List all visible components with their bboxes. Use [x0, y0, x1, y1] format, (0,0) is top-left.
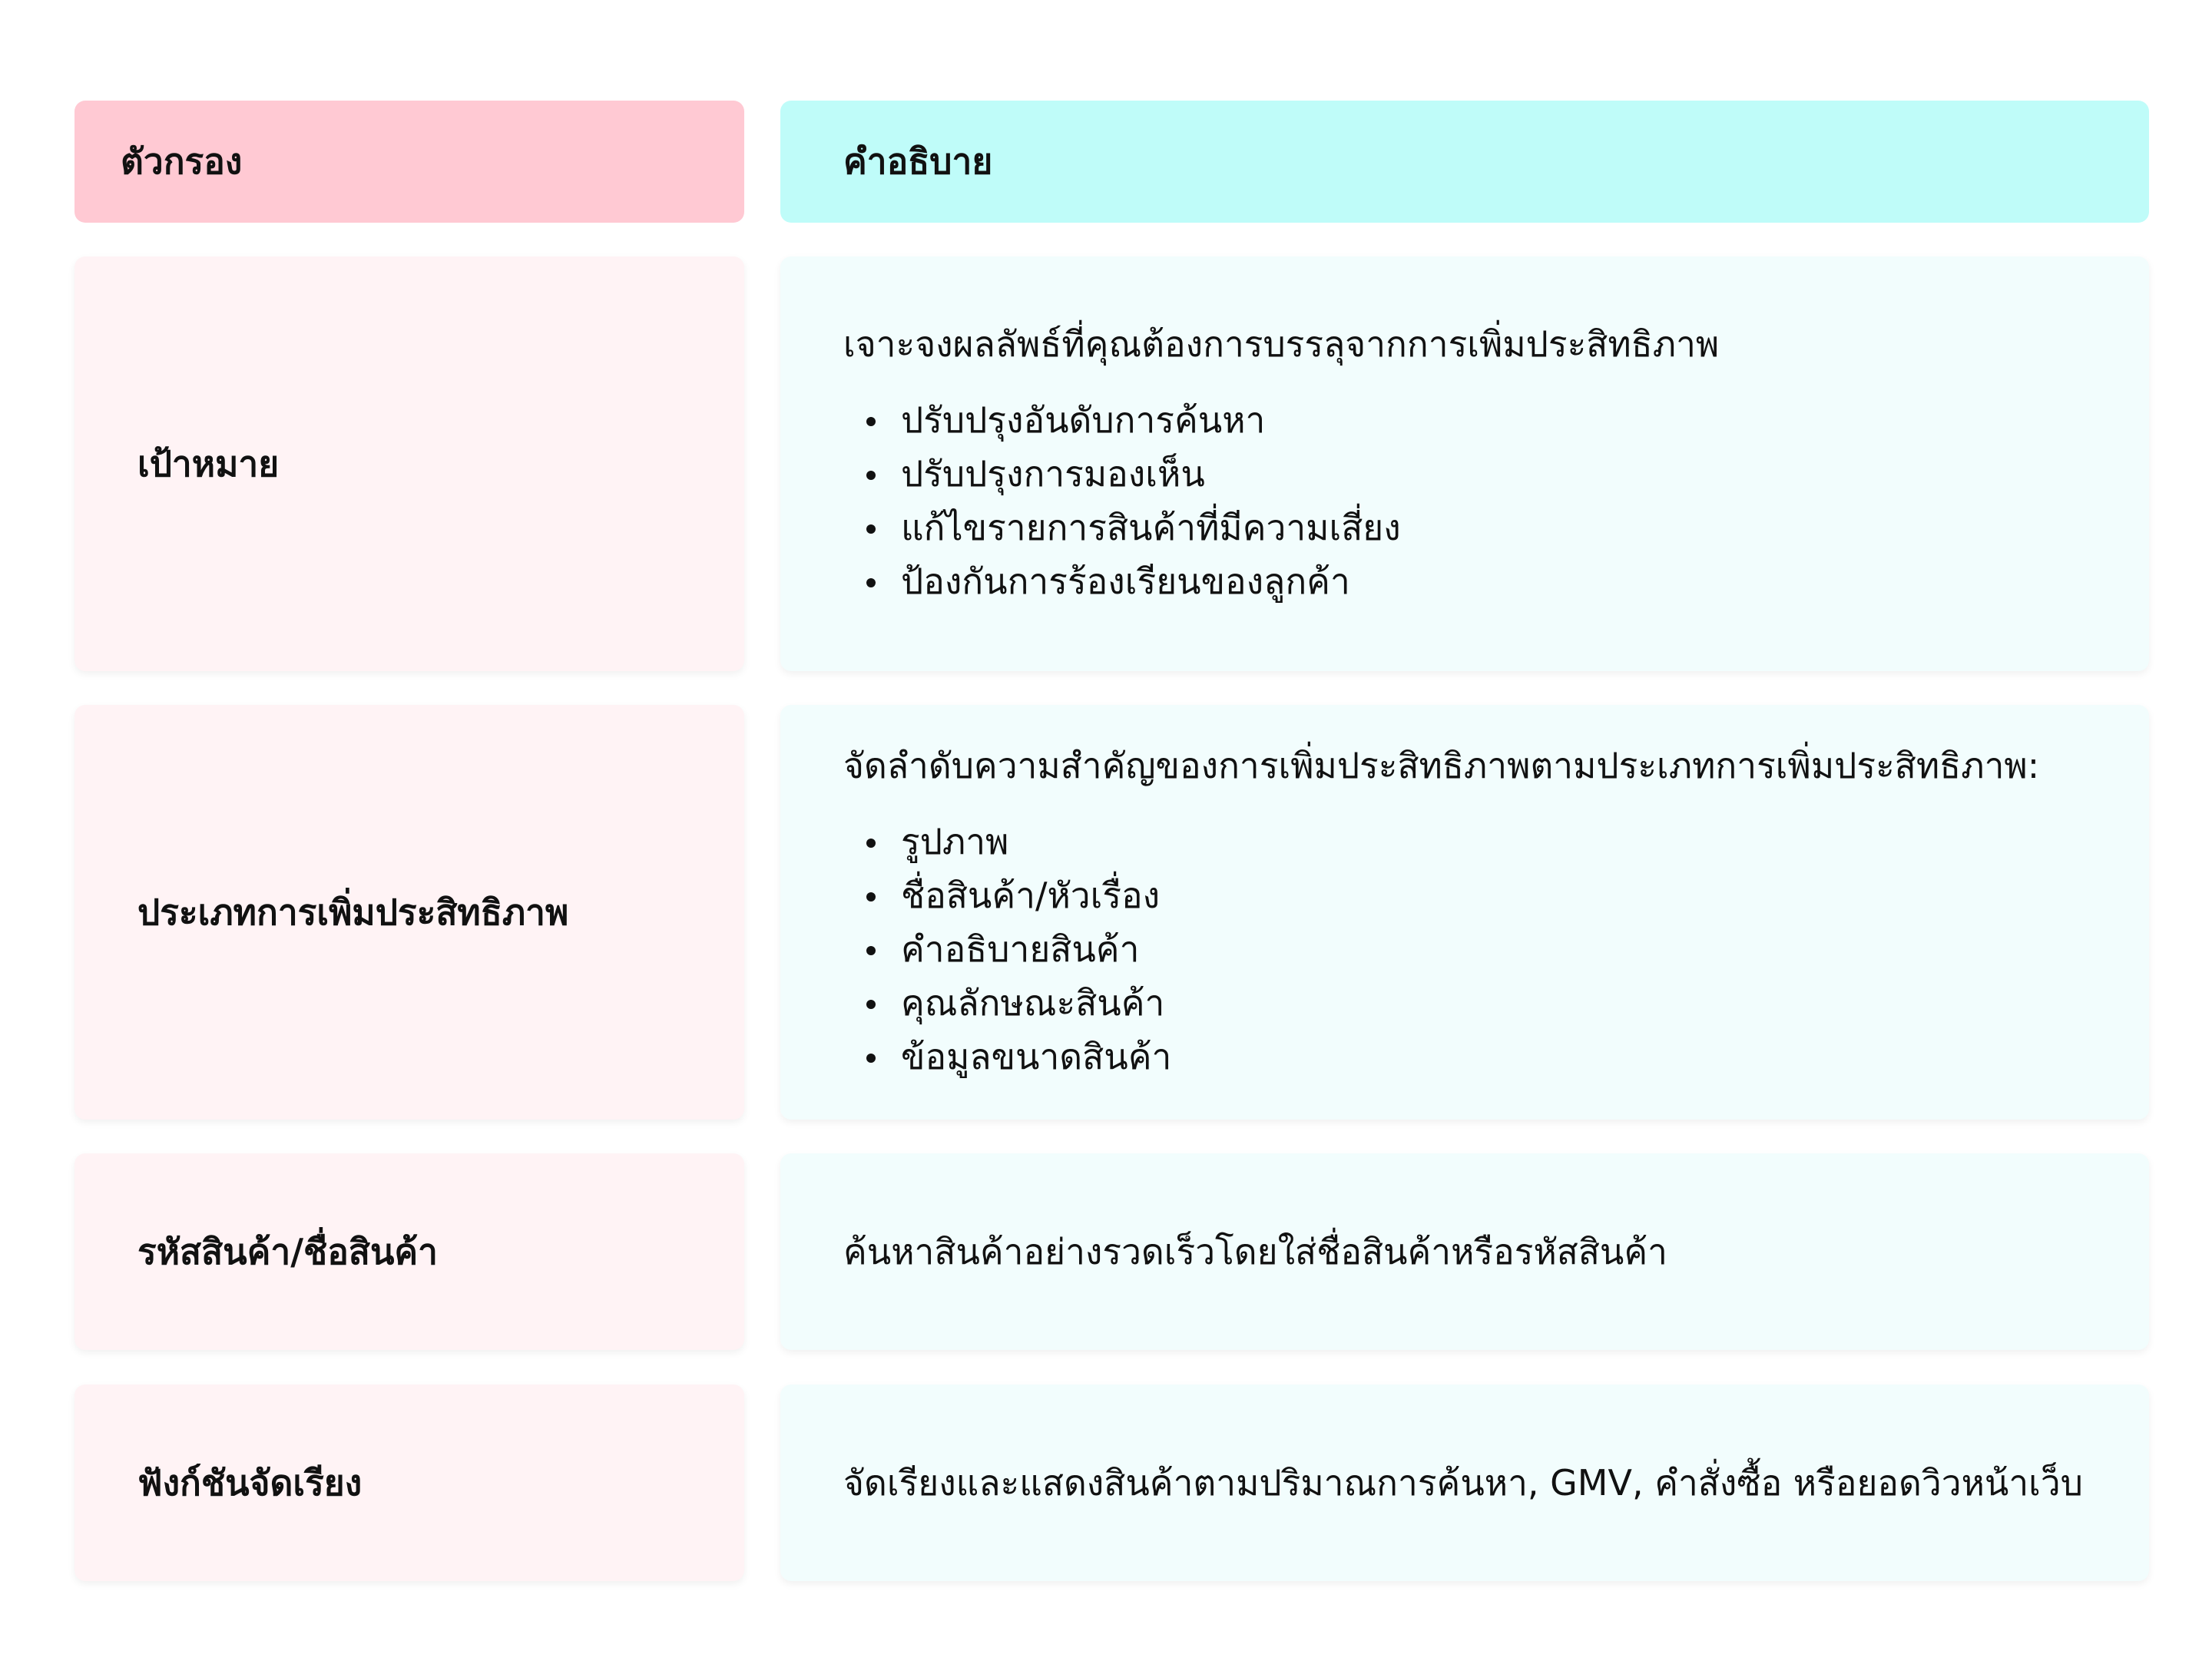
description-text: จัดเรียงและแสดงสินค้าตามปริมาณการค้นหา, GMV, คำสั่งซื้อ หรือยอดวิวหน้าเว็บ	[843, 1461, 2083, 1504]
filter-label: เป้าหมาย	[137, 442, 280, 485]
filter-cell-sort-function	[75, 1385, 744, 1581]
description-text: เจาะจงผลลัพธ์ที่คุณต้องการบรรลุจากการเพิ่มประสิทธิภาพ	[843, 323, 1720, 365]
filter-cell-goal	[75, 256, 744, 671]
header-filter-label: ตัวกรอง	[121, 141, 243, 182]
bullet-list	[843, 815, 2118, 1083]
filter-label: รหัสสินค้า/ชื่อสินค้า	[137, 1230, 438, 1272]
filter-cell-optimization-type	[75, 705, 744, 1120]
description-cell-goal	[780, 256, 2149, 671]
bullet-item: ปรับปรุงอันดับการค้นหา	[843, 393, 2118, 447]
bullet-item: ปรับปรุงการมองเห็น	[843, 447, 2118, 501]
filter-cell-product-id	[75, 1153, 744, 1350]
bullet-item: คำอธิบายสินค้า	[843, 922, 2118, 976]
header-description-cell	[780, 101, 2149, 223]
bullet-item: ชื่อสินค้า/หัวเรื่อง	[843, 868, 2118, 922]
header-filter-cell	[75, 101, 744, 223]
description-text: จัดลำดับความสำคัญของการเพิ่มประสิทธิภาพตามประเภทการเพิ่มประสิทธิภาพ:	[843, 744, 2040, 786]
bullet-item: ป้องกันการร้องเรียนของลูกค้า	[843, 554, 2118, 608]
bullet-list	[843, 393, 2118, 608]
filter-label: ฟังก์ชันจัดเรียง	[137, 1461, 363, 1504]
description-cell-product-id	[780, 1153, 2149, 1350]
bullet-item: คุณลักษณะสินค้า	[843, 976, 2118, 1030]
description-text: ค้นหาสินค้าอย่างรวดเร็วโดยใส่ชื่อสินค้าหรือรหัสสินค้า	[843, 1230, 1667, 1272]
header-description-label: คำอธิบาย	[843, 141, 993, 182]
bullet-item: แก้ไขรายการสินค้าที่มีความเสี่ยง	[843, 501, 2118, 554]
description-cell-sort-function	[780, 1385, 2149, 1581]
filter-label: ประเภทการเพิ่มประสิทธิภาพ	[137, 891, 569, 933]
description-cell-optimization-type	[780, 705, 2149, 1120]
bullet-item: ข้อมูลขนาดสินค้า	[843, 1030, 2118, 1083]
bullet-item: รูปภาพ	[843, 815, 2118, 868]
